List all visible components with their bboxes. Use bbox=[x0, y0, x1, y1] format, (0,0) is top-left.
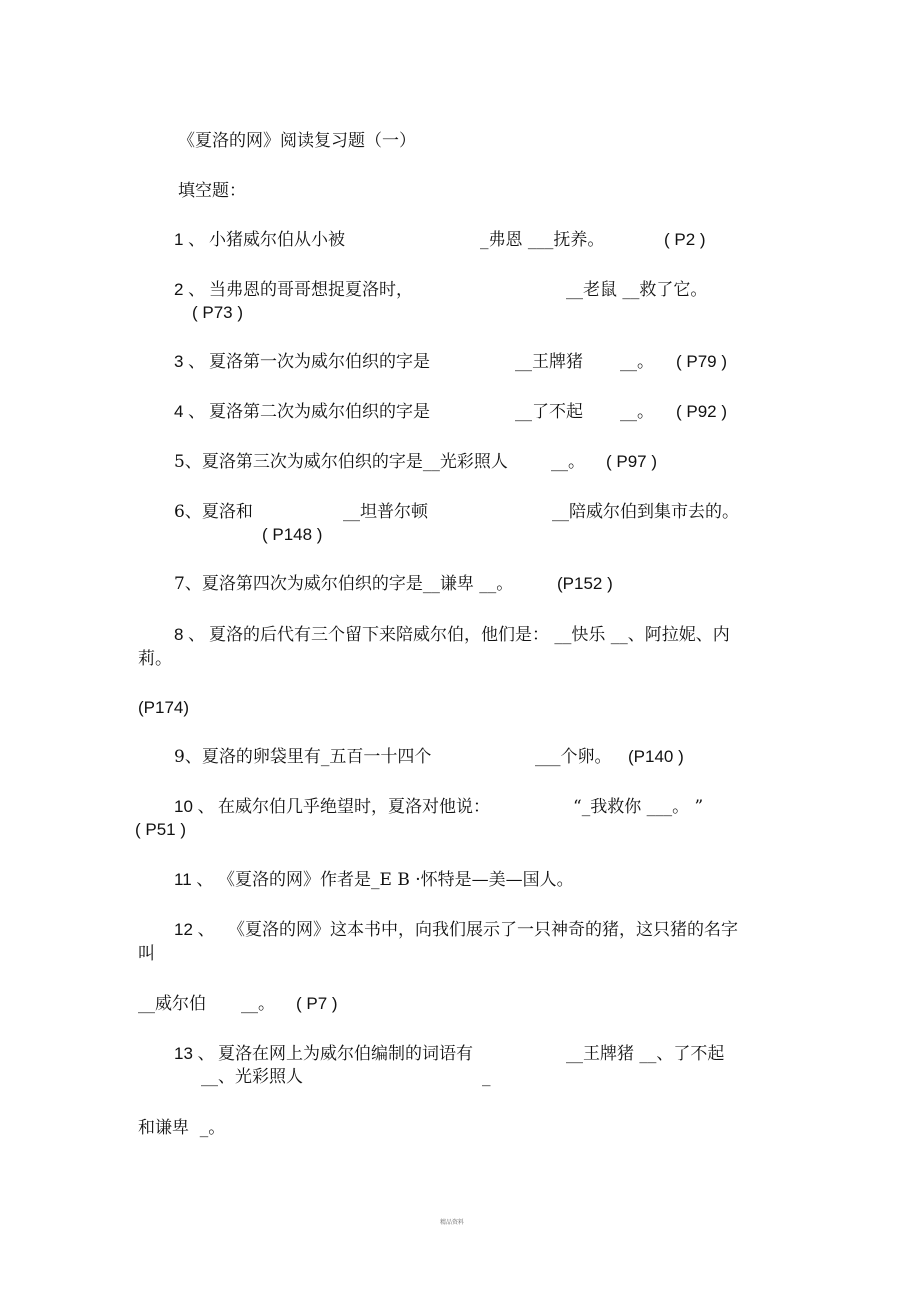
q3-number: 3 、 bbox=[174, 352, 206, 371]
q12-text: 《夏洛的网》这本书中，向我们展示了一只神奇的猪，这只猪的名字 bbox=[228, 920, 738, 940]
q6-end: __陪威尔伯到集市去的。 bbox=[552, 502, 739, 522]
q13-line2: __、光彩照人 bbox=[201, 1067, 303, 1087]
q12-number: 12 、 bbox=[174, 920, 215, 939]
q9-text: 9、夏洛的卵袋里有_五百一十四个 bbox=[174, 747, 432, 767]
q8-ref: (P174) bbox=[138, 698, 190, 717]
section-heading: 填空题： bbox=[178, 181, 246, 201]
q1-number: 1 、 bbox=[174, 230, 206, 249]
q13-number: 13 、 bbox=[174, 1044, 215, 1063]
q5-ref: ( P97 ) bbox=[606, 452, 658, 471]
page-footer: 精品资料 bbox=[440, 1219, 465, 1226]
q6-text: 6、夏洛和 bbox=[174, 502, 253, 522]
q10-text: 在威尔伯几乎绝望时，夏洛对他说： bbox=[218, 797, 490, 817]
q8-number: 8 、 bbox=[174, 625, 206, 644]
q3-answer: __王牌猪 bbox=[515, 352, 583, 372]
q4-end: __。 bbox=[620, 402, 654, 422]
q8-text: 夏洛的后代有三个留下来陪威尔伯，他们是： __快乐 __、阿拉妮、内 bbox=[209, 625, 730, 645]
q10-ref: ( P51 ) bbox=[135, 820, 187, 839]
q12-answer: __威尔伯 bbox=[138, 994, 206, 1014]
q3-text: 夏洛第一次为威尔伯织的字是 bbox=[209, 352, 430, 372]
q2-ref: ( P73 ) bbox=[192, 303, 244, 322]
q11-text: 《夏洛的网》作者是_E B ·怀特是—美—国人。 bbox=[218, 870, 574, 890]
q13-line3: 和谦卑 _。 bbox=[138, 1118, 226, 1138]
q4-ref: ( P92 ) bbox=[676, 402, 728, 421]
q3-ref: ( P79 ) bbox=[676, 352, 728, 371]
q1-text: 小猪威尔伯从小被 bbox=[209, 230, 345, 250]
q12-end: __。 bbox=[241, 994, 275, 1014]
q5-text: 5、夏洛第三次为威尔伯织的字是__光彩照人 bbox=[174, 452, 508, 472]
q2-answer: __老鼠 __救了它。 bbox=[566, 280, 708, 300]
q6-ref: ( P148 ) bbox=[262, 525, 323, 544]
q5-end: __。 bbox=[551, 452, 585, 472]
q9-answer: ___个卵。 bbox=[535, 747, 612, 767]
q7-text: 7、夏洛第四次为威尔伯织的字是__谦卑 __。 bbox=[174, 574, 514, 594]
q1-ref: ( P2 ) bbox=[664, 230, 706, 249]
q10-number: 10 、 bbox=[174, 797, 215, 816]
q8-continuation: 莉。 bbox=[138, 649, 172, 669]
q4-answer: __了不起 bbox=[515, 402, 583, 422]
q2-text: 当弗恩的哥哥想捉夏洛时， bbox=[209, 280, 413, 300]
page-title: 《夏洛的网》阅读复习题（一） bbox=[178, 131, 416, 151]
q6-answer: __坦普尔顿 bbox=[343, 502, 428, 522]
q2-number: 2 、 bbox=[174, 280, 206, 299]
q10-answer: “_我救你 ___。 ” bbox=[573, 797, 704, 817]
q7-ref: (P152 ) bbox=[557, 574, 613, 593]
q4-text: 夏洛第二次为威尔伯织的字是 bbox=[209, 402, 430, 422]
q13-text: 夏洛在网上为威尔伯编制的词语有 bbox=[218, 1044, 473, 1064]
q12-ref: ( P7 ) bbox=[296, 994, 338, 1013]
q13-answer: __王牌猪 __、了不起 bbox=[566, 1044, 725, 1064]
q1-answer: _弗恩 ___抚养。 bbox=[480, 230, 605, 250]
q4-number: 4 、 bbox=[174, 402, 206, 421]
q11-number: 11 、 bbox=[174, 870, 214, 889]
q13-blank: _ bbox=[482, 1067, 491, 1087]
q3-end: __。 bbox=[620, 352, 654, 372]
q12-continuation: 叫 bbox=[138, 944, 155, 964]
q9-ref: (P140 ) bbox=[628, 747, 684, 766]
